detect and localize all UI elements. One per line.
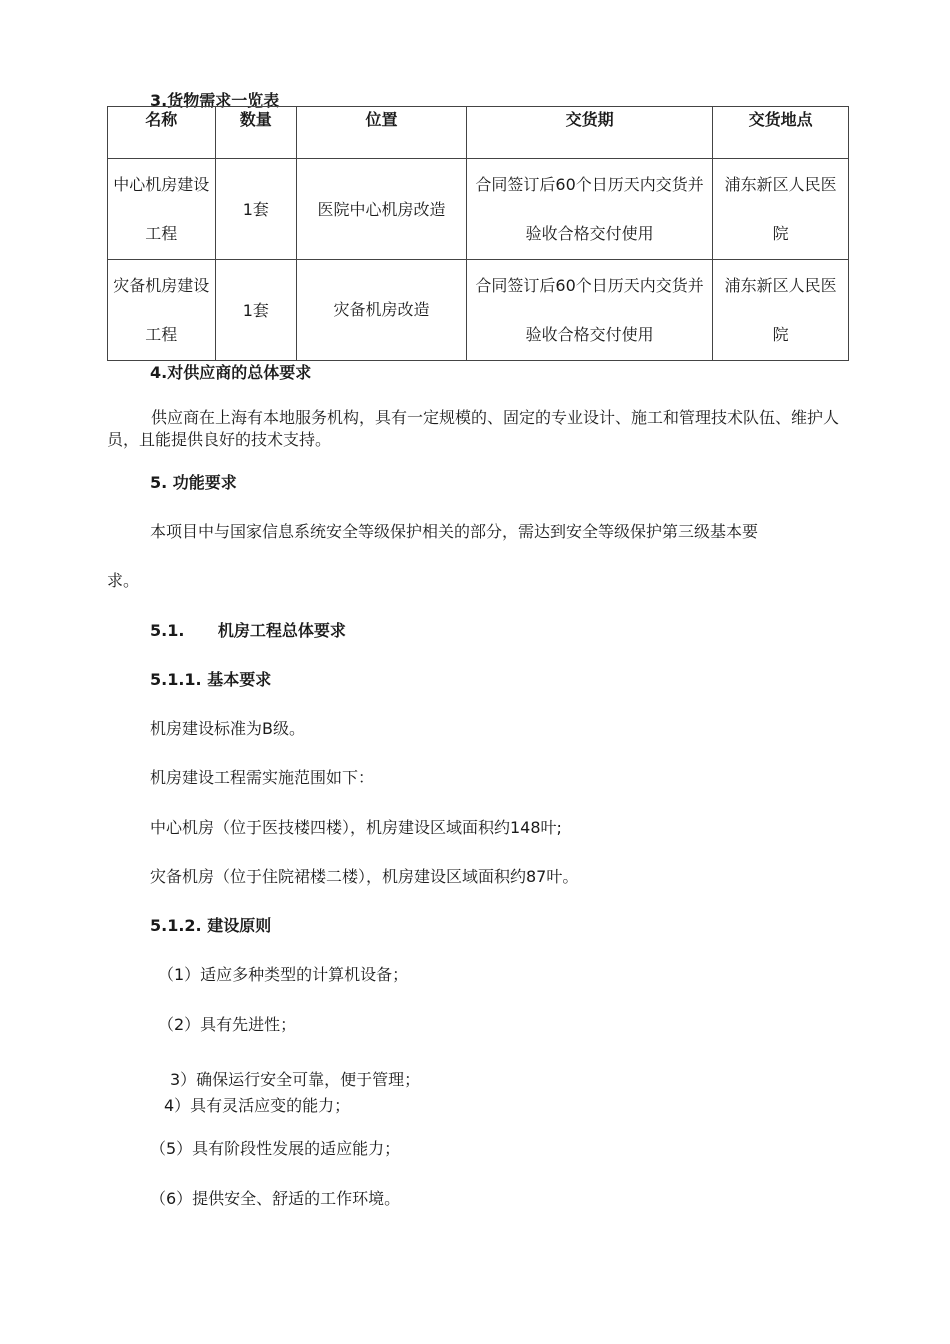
header-location: 位置 (297, 107, 467, 159)
section-5-title: 5. 功能要求 (150, 473, 237, 492)
principle-item: （5）具有阶段性发展的适应能力； (150, 1139, 401, 1158)
paragraph-backup-room: 灾备机房（位于住院裙楼二楼），机房建设区域面积约87叶。 (150, 867, 579, 886)
cell-delivery: 合同签订后60个日历天内交货并验收合格交付使用 (466, 159, 712, 260)
section-5-1-2-title: 5.1.2. 建设原则 (150, 916, 272, 935)
cell-location: 灾备机房改造 (297, 260, 467, 361)
section-5-1-1-title: 5.1.1. 基本要求 (150, 670, 272, 689)
cell-location: 医院中心机房改造 (297, 159, 467, 260)
cell-name: 中心机房建设工程 (108, 159, 216, 260)
section-3-title: 3.货物需求一览表 (150, 91, 280, 110)
paragraph-scope: 机房建设工程需实施范围如下： (150, 768, 375, 787)
paragraph-standard: 机房建设标准为B级。 (150, 719, 305, 738)
section-5-1-title: 5.1. 机房工程总体要求 (150, 621, 346, 640)
header-delivery: 交货期 (466, 107, 712, 159)
cell-name: 灾备机房建设工程 (108, 260, 216, 361)
table-row (108, 260, 849, 361)
paragraph-center-room: 中心机房（位于医技楼四楼），机房建设区域面积约148叶; (150, 818, 562, 837)
section-4-title: 4.对供应商的总体要求 (150, 363, 312, 382)
section-4-body: 供应商在上海有本地服务机构，具有一定规模的、固定的专业设计、施工和管理技术队伍、维护人员，且能提供良好的技术支持。 (107, 408, 840, 449)
header-place: 交货地点 (713, 107, 849, 159)
section-5-body-line2: 求。 (107, 571, 140, 590)
section-5-body-line1: 本项目中与国家信息系统安全等级保护相关的部分，需达到安全等级保护第三级基本要 (150, 522, 759, 541)
principle-item: （1）适应多种类型的计算机设备； (158, 965, 409, 984)
goods-table (107, 106, 849, 361)
header-qty: 数量 (215, 107, 296, 159)
table-header-row (108, 107, 849, 159)
cell-qty: 1套 (215, 260, 296, 361)
principle-item: （2）具有先进性； (158, 1015, 297, 1034)
table-row (108, 159, 849, 260)
cell-place: 浦东新区人民医院 (713, 260, 849, 361)
principle-item: （6）提供安全、舒适的工作环境。 (150, 1189, 401, 1208)
principle-item: 3）确保运行安全可靠，便于管理； (170, 1070, 421, 1089)
principle-item: 4）具有灵活应变的能力； (164, 1096, 351, 1115)
cell-place: 浦东新区人民医院 (713, 159, 849, 260)
header-name: 名称 (108, 107, 216, 159)
cell-qty: 1套 (215, 159, 296, 260)
cell-delivery: 合同签订后60个日历天内交货并验收合格交付使用 (466, 260, 712, 361)
